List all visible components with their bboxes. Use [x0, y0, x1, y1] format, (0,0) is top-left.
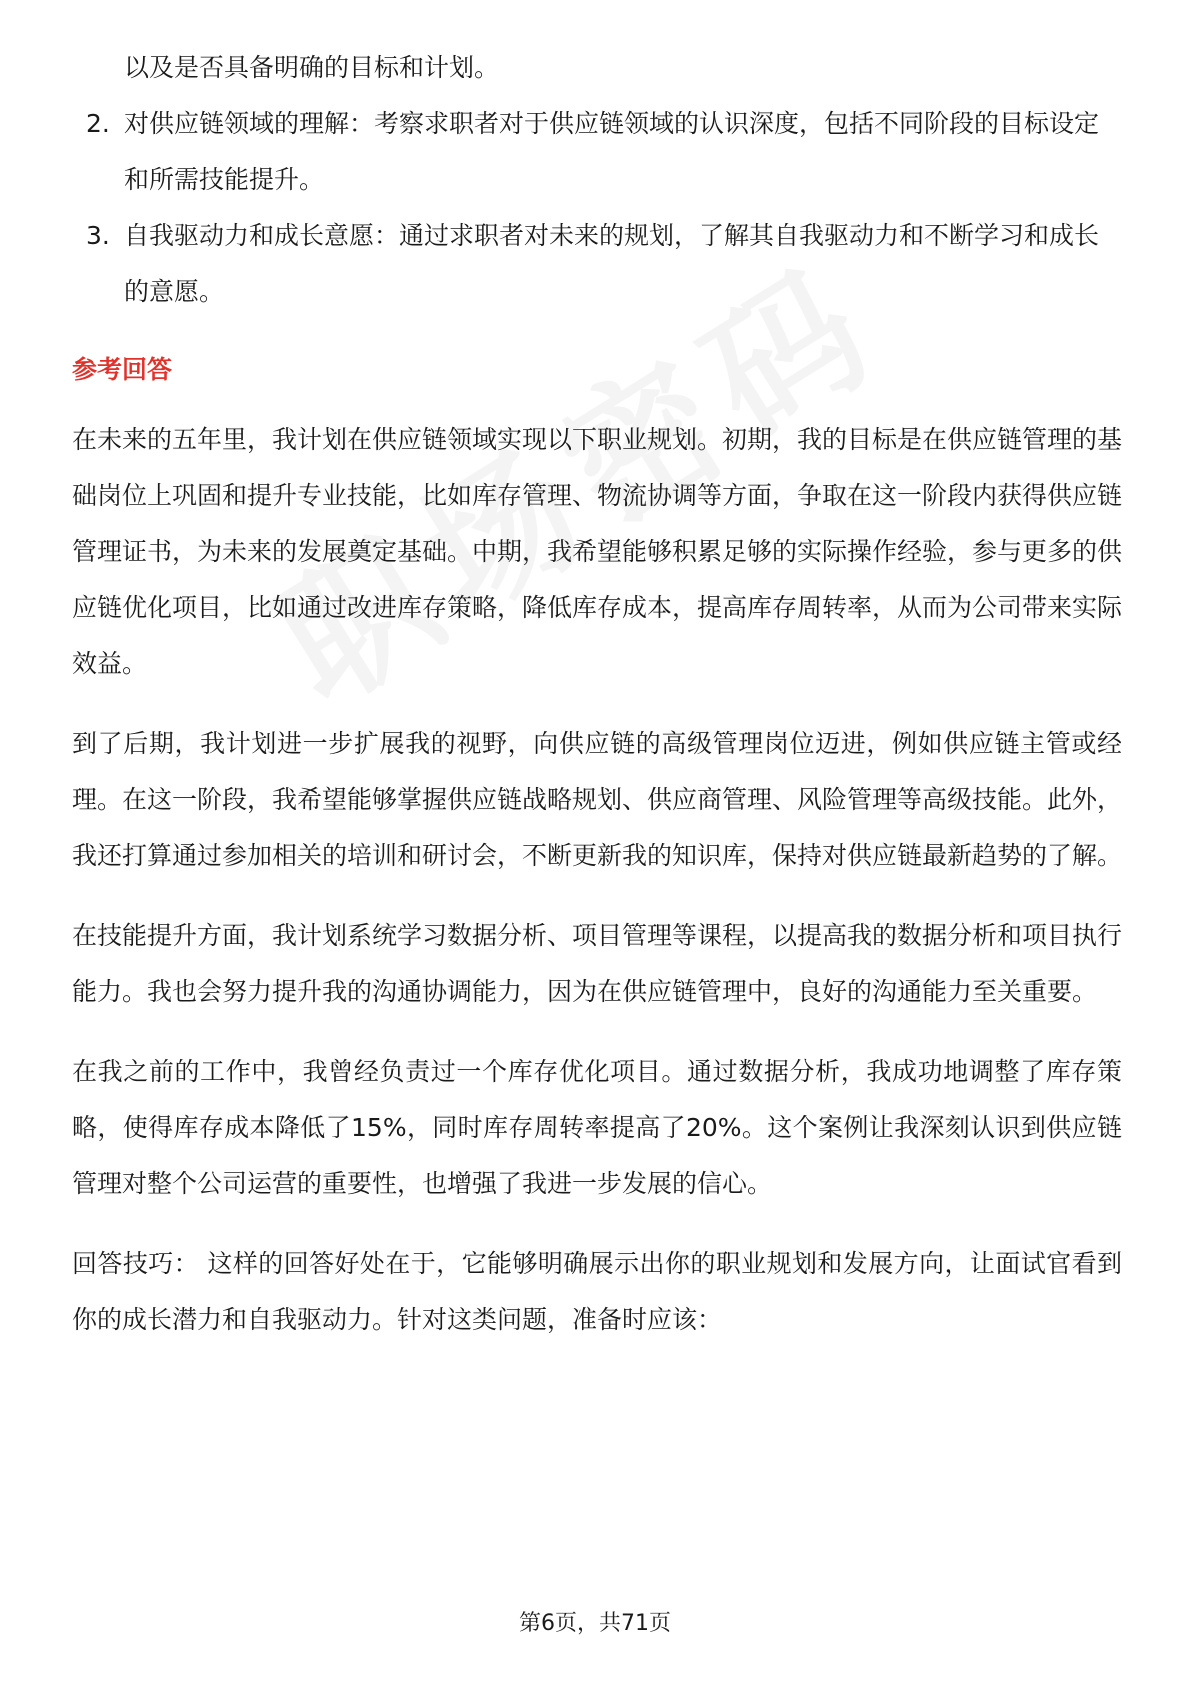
list-item — [72, 208, 1122, 320]
answer-tip-paragraph: 回答技巧： 这样的回答好处在于，它能够明确展示出你的职业规划和发展方向，让面试官看到你的成长潜力和自我驱动力。针对这类问题，准备时应该： — [72, 1249, 1122, 1334]
list-item — [72, 96, 1122, 208]
evaluation-points-list — [72, 96, 1122, 320]
answer-paragraph: 在我之前的工作中，我曾经负责过一个库存优化项目。通过数据分析，我成功地调整了库存策略，使得库存成本降低了15%，同时库存周转率提高了20%。这个案例让我深刻认识到供应链管理对整个公司运营的重要性，也增强了我进一步发展的信心。 — [72, 1057, 1122, 1198]
answer-paragraph: 在未来的五年里，我计划在供应链领域实现以下职业规划。初期，我的目标是在供应链管理的基础岗位上巩固和提升专业技能，比如库存管理、物流协调等方面，争取在这一阶段内获得供应链管理证书，为未来的发展奠定基础。中期，我希望能够积累足够的实际操作经验，参与更多的供应链优化项目，比如通过改进库存策略，降低库存成本，提高库存周转率，从而为公司带来实际效益。 — [72, 425, 1123, 678]
list-item-text: 自我驱动力和成长意愿：通过求职者对未来的规划，了解其自我驱动力和不断学习和成长的意愿。 — [124, 221, 1100, 306]
answer-paragraph: 到了后期，我计划进一步扩展我的视野，向供应链的高级管理岗位迈进，例如供应链主管或经理。在这一阶段，我希望能够掌握供应链战略规划、供应商管理、风险管理等高级技能。此外，我还打算通过参加相关的培训和研讨会，不断更新我的知识库，保持对供应链最新趋势的了解。 — [72, 729, 1123, 870]
list-number: 2. — [86, 109, 110, 138]
list-item-continuation: 以及是否具备明确的目标和计划。 — [124, 53, 500, 82]
section-title: 参考回答 — [72, 355, 173, 384]
list-number: 3. — [86, 221, 110, 250]
page-footer: 第6页，共71页 — [519, 1611, 671, 1636]
page-content — [72, 40, 1122, 1372]
list-item-text: 对供应链领域的理解：考察求职者对于供应链领域的认识深度，包括不同阶段的目标设定和所需技能提升。 — [124, 109, 1100, 194]
answer-paragraph: 在技能提升方面，我计划系统学习数据分析、项目管理等课程，以提高我的数据分析和项目执行能力。我也会努力提升我的沟通协调能力，因为在供应链管理中，良好的沟通能力至关重要。 — [72, 921, 1123, 1006]
